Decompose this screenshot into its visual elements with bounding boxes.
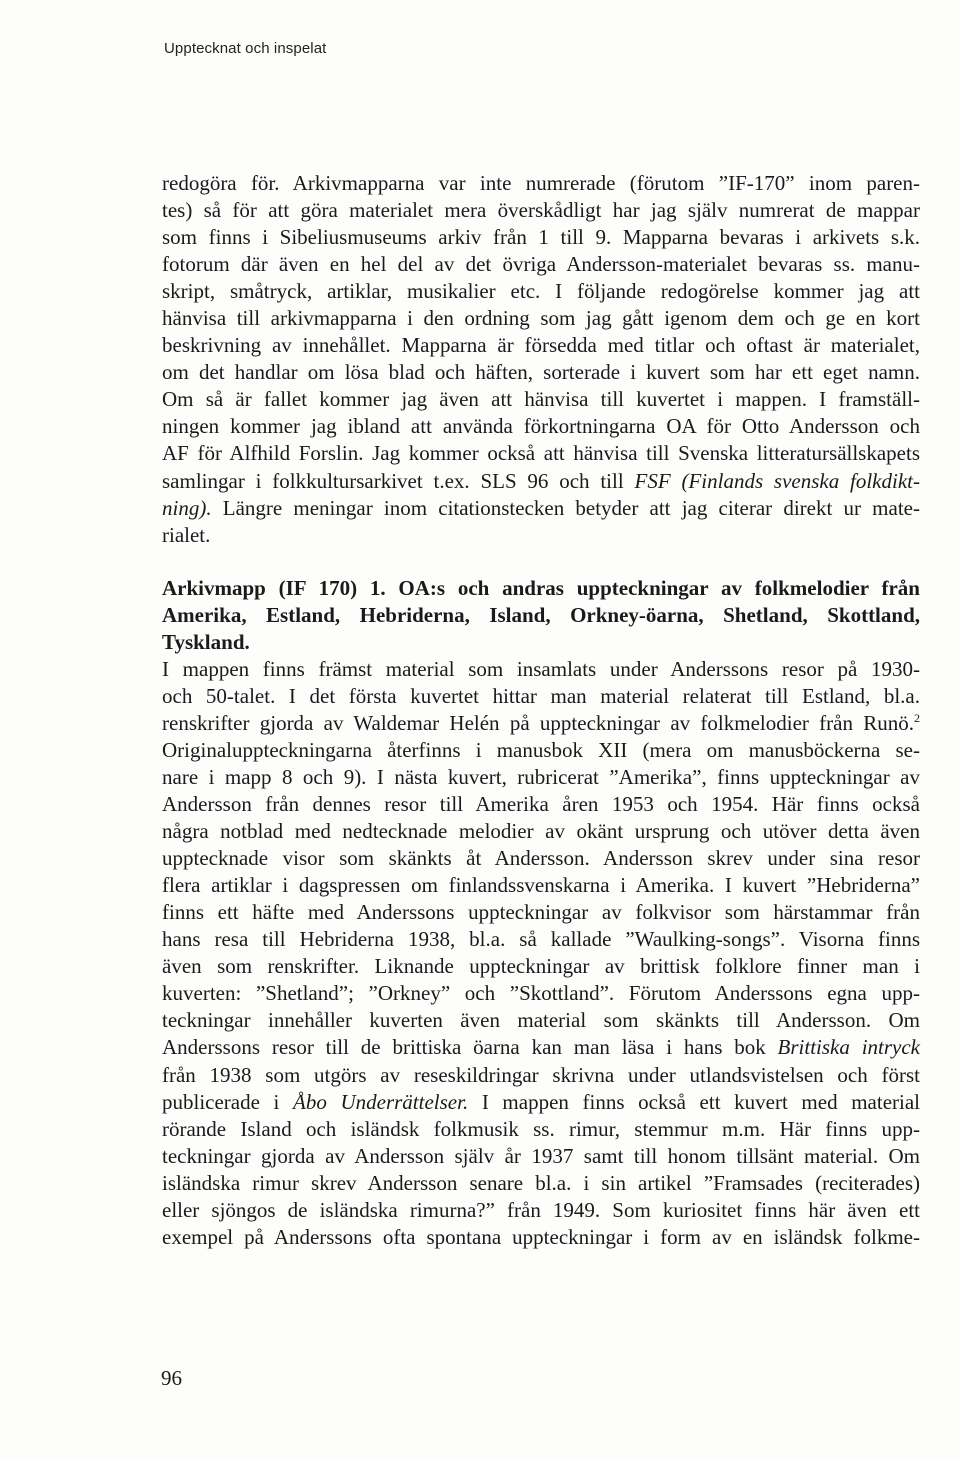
italic-title-run: Brittiska intryck [777, 1035, 920, 1060]
text-line: AF för Alfhild Forslin. Jag kommer också att hänvisa till Svenska litteratursällskapets [162, 441, 920, 466]
text-run: publicerade i [162, 1089, 294, 1114]
text-line [162, 710, 920, 737]
body-text [162, 170, 920, 1251]
paragraph-intro [162, 170, 920, 549]
heading-line: Arkivmapp (IF 170) 1. OA:s och andras uppteckningar av folkmelodier från [162, 575, 920, 600]
text-line: exempel på Anderssons ofta spontana uppteckningar i form av en isländsk folkme- [162, 1224, 920, 1249]
text-line: Originaluppteckningarna återfinns i manusbok XII (mera om manusböckerna se- [162, 737, 920, 762]
text-line: redogöra för. Arkivmapparna var inte numrerade (förutom ”IF-170” inom paren- [162, 171, 920, 195]
text-line: I mappen finns främst material som insamlats under Anderssons resor på 1930- [162, 656, 920, 681]
text-line: kuverten: ”Shetland”; ”Orkney” och ”Skottland”. Förutom Anderssons egna upp- [162, 981, 920, 1006]
text-line [162, 468, 920, 495]
text-line: finns ett häfte med Anderssons uppteckningar av folkvisor som härstammar från [162, 900, 920, 925]
text-line [162, 1089, 920, 1116]
text-line: om det handlar om lösa blad och häften, sorterade i kuvert som har ett eget namn. [162, 360, 920, 385]
text-line: beskrivning av innehållet. Mapparna är försedda med titlar och oftast är materialet, [162, 333, 920, 358]
text-line: skript, småtryck, artiklar, musikalier etc. I följande redogörelse kommer jag att [162, 279, 920, 304]
text-line: rörande Island och isländsk folkmusik ss. rimur, stemmur m.m. Här finns upp- [162, 1116, 920, 1141]
text-line: upptecknade visor som skänkts åt Andersson. Andersson skrev under sina resor [162, 846, 920, 871]
text-line: fotorum där även en hel del av det övriga Andersson-materialet bevaras ss. manu- [162, 252, 920, 277]
heading-line: Amerika, Estland, Hebriderna, Island, Orkney-öarna, Shetland, Skottland, [162, 602, 920, 627]
section-heading [162, 575, 920, 656]
footnote-marker: 2 [914, 710, 920, 725]
text-line: och 50-talet. I det första kuvertet hittar man material relaterat till Estland, bl.a. [162, 683, 920, 708]
paragraph-archive-folder [162, 656, 920, 1251]
text-line: rialet. [162, 522, 211, 547]
text-line: ningen kommer jag ibland att använda förkortningarna OA för Otto Andersson och [162, 414, 920, 439]
page-number: 96 [161, 1366, 182, 1390]
text-run: I mappen finns också ett kuvert med material [468, 1089, 920, 1114]
text-line: några notblad med nedtecknade melodier av okänt ursprung och utöver detta även [162, 819, 920, 844]
text-line: eller sjöngos de isländska rimurna?” från 1949. Som kuriositet finns här även ett [162, 1197, 920, 1222]
text-line: hans resa till Hebriderna 1938, bl.a. så kallade ”Waulking-songs”. Visorna finns [162, 927, 920, 952]
text-run: Anderssons resor till de brittiska öarna kan man läsa i hans bok [162, 1035, 778, 1060]
italic-title-run: Åbo Underrättelser. [293, 1089, 469, 1114]
text-line: som finns i Sibeliusmuseums arkiv från 1 till 9. Mapparna bevaras i arkivets s.k. [162, 225, 920, 250]
running-head: Upptecknat och inspelat [164, 40, 327, 57]
text-run: renskrifter gjorda av Waldemar Helén på uppteckningar av folkmelodier från Runö. [162, 710, 914, 735]
italic-title-run: ning). [162, 495, 212, 520]
text-line [162, 1034, 920, 1061]
text-line: även som renskrifter. Liknande uppteckningar av brittisk folklore finner man i [162, 954, 920, 979]
text-line: nare i mapp 8 och 9). I nästa kuvert, rubricerat ”Amerika”, finns uppteckningar av [162, 764, 920, 789]
text-run: samlingar i folkkultursarkivet t.ex. SLS 96 och till [162, 468, 635, 493]
text-line: från 1938 som utgörs av reseskildringar skrivna under utlandsvistelsen och först [162, 1062, 920, 1087]
text-line: teckningar gjorda av Andersson själv år 1937 samt till honom tillsänt material. Om [162, 1143, 920, 1168]
text-line: Andersson från dennes resor till Amerika åren 1953 och 1954. Här finns också [162, 792, 920, 817]
text-line: flera artiklar i dagspressen om finlandssvenskarna i Amerika. I kuvert ”Hebriderna” [162, 873, 920, 898]
italic-title-run: FSF (Finlands svenska folkdikt- [634, 468, 920, 493]
text-line: Om så är fallet kommer jag även att hänvisa till kuvertet i mappen. I framställ- [162, 387, 920, 412]
text-run: Längre meningar inom citationstecken betyder att jag citerar direkt ur mate- [211, 495, 920, 520]
text-line: teckningar innehåller kuverten även material som skänkts till Andersson. Om [162, 1008, 920, 1033]
text-line [162, 495, 920, 522]
text-line: isländska rimur skrev Andersson senare bl.a. i sin artikel ”Framsades (reciterades) [162, 1170, 920, 1195]
text-line: tes) så för att göra materialet mera överskådligt har jag själv numrerat de mappar [162, 198, 920, 223]
text-line: hänvisa till arkivmapparna i den ordning som jag gått igenom dem och ge en kort [162, 306, 920, 331]
heading-line: Tyskland. [162, 629, 250, 654]
